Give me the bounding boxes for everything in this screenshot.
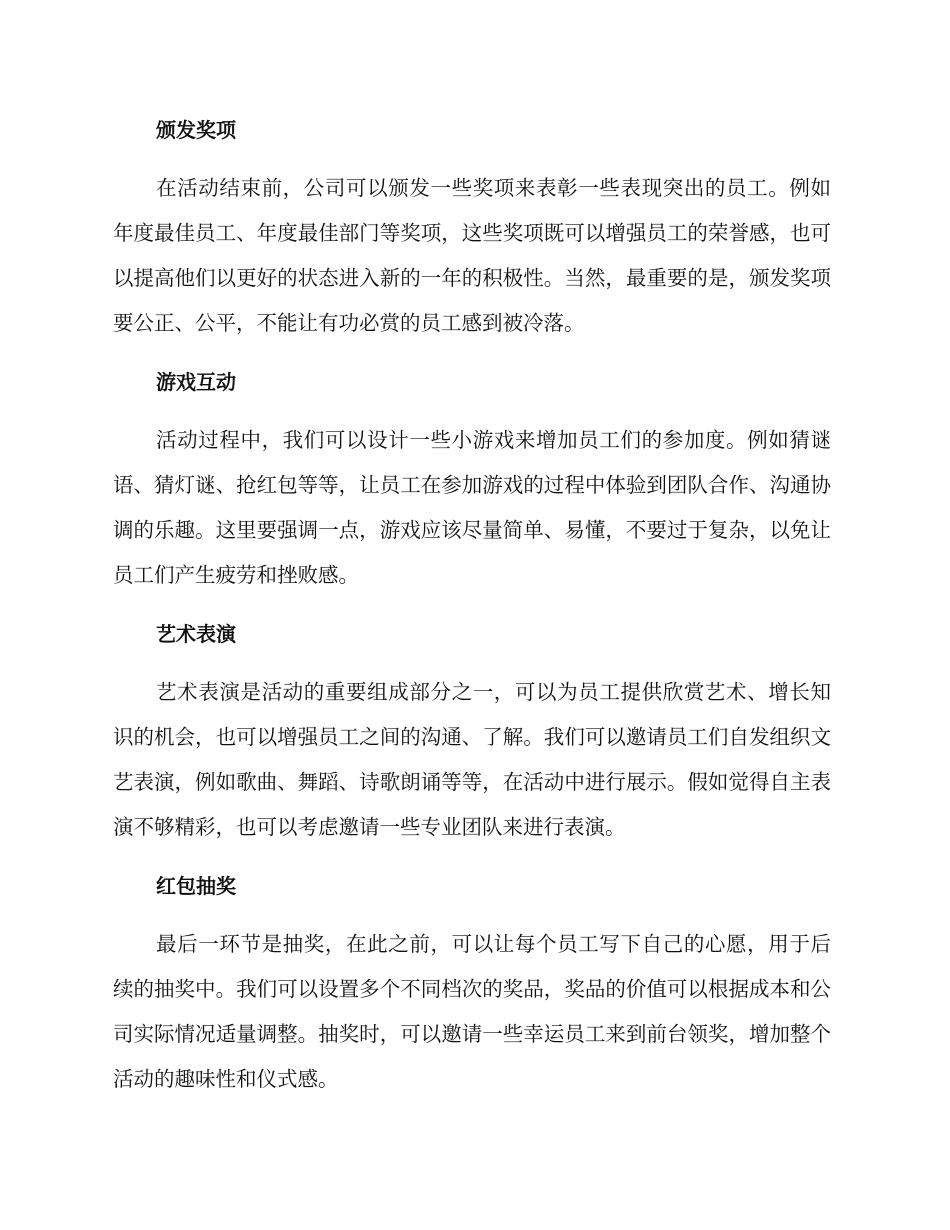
section-heading: 艺术表演: [156, 622, 236, 646]
section-paragraph: 在活动结束前，公司可以颁发一些奖项来表彰一些表现突出的员工。例如年度最佳员工、年度最佳部门等奖项，这些奖项既可以增强员工的荣誉感，也可以提高他们以更好的状态进入新的一年的积极性。当然，最重要的是，颁发奖项要公正、公平，不能让有功必赏的员工感到被冷落。: [113, 176, 831, 335]
section-paragraph: 艺术表演是活动的重要组成部分之一，可以为员工提供欣赏艺术、增长知识的机会，也可以增强员工之间的沟通、了解。我们可以邀请员工们自发组织文艺表演，例如歌曲、舞蹈、诗歌朗诵等等，在活动中进行展示。假如觉得自主表演不够精彩，也可以考虑邀请一些专业团队来进行表演。: [113, 680, 831, 839]
section-heading: 红包抽奖: [156, 874, 236, 898]
document-content: [113, 110, 831, 1118]
section-awards: [113, 110, 831, 346]
section-heading: 颁发奖项: [156, 118, 236, 142]
section-paragraph: 活动过程中，我们可以设计一些小游戏来增加员工们的参加度。例如猜谜语、猜灯谜、抢红包等等，让员工在参加游戏的过程中体验到团队合作、沟通协调的乐趣。这里要强调一点，游戏应该尽量简单、易懂，不要过于复杂，以免让员工们产生疲劳和挫败感。: [113, 428, 831, 587]
section-heading: 游戏互动: [156, 370, 236, 394]
section-paragraph: 最后一环节是抽奖，在此之前，可以让每个员工写下自己的心愿，用于后续的抽奖中。我们可以设置多个不同档次的奖品，奖品的价值可以根据成本和公司实际情况适量调整。抽奖时，可以邀请一些幸运员工来到前台领奖，增加整个活动的趣味性和仪式感。: [113, 932, 831, 1091]
section-games: [113, 362, 831, 598]
section-lottery: [113, 866, 831, 1102]
section-performance: [113, 614, 831, 850]
